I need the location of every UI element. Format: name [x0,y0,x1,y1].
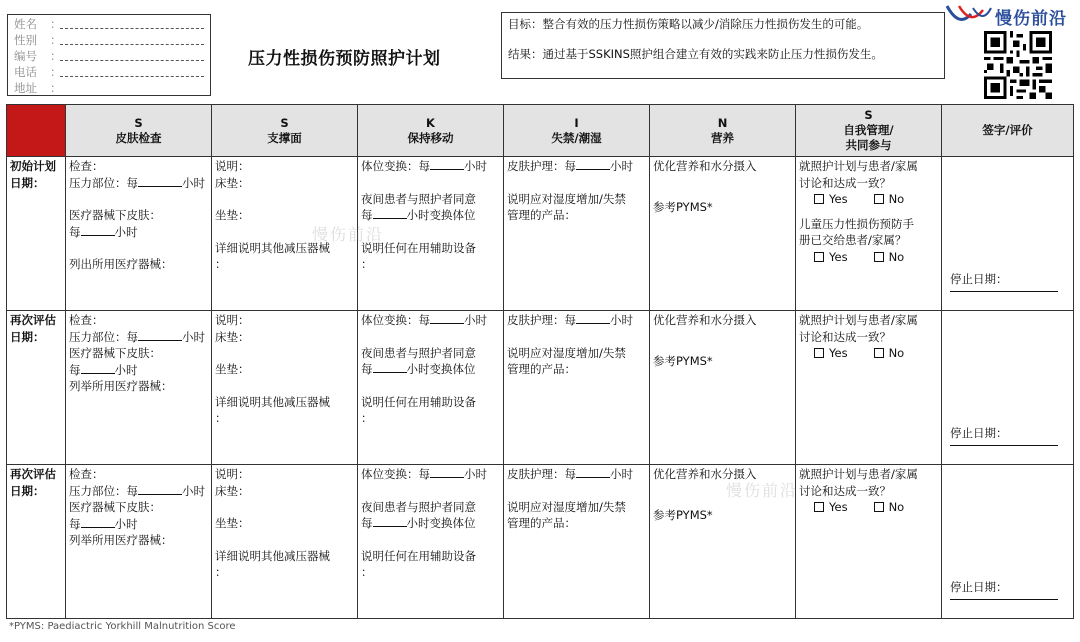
stop-date[interactable]: 停止日期： [950,579,1058,601]
yes-checkbox[interactable] [814,194,824,204]
header-skin: S 皮肤检查 [66,105,212,157]
patient-field-phone[interactable]: 电话 ： [14,64,204,80]
hours-blank[interactable] [576,158,610,170]
patient-field-gender[interactable]: 性别 ： [14,32,204,48]
row-label-cell: 再次评估 日期： [7,311,66,465]
incontinence-cell[interactable]: 皮肤护理：每 小时 说明应对湿度增加/失禁 管理的产品： [504,311,650,465]
name-input-line[interactable] [60,19,204,29]
row-label-cell: 初始计划 日期： [7,157,66,311]
hours-blank[interactable] [373,515,407,527]
hours-blank[interactable] [430,158,464,170]
header-support: S 支撑面 [212,105,358,157]
signature-cell[interactable] [942,157,1074,311]
goal-box [501,12,945,79]
logo-swoosh-icon [945,2,993,30]
document-title: 压力性损伤预防照护计划 [248,49,441,69]
hours-blank[interactable] [373,207,407,219]
footnote: *PYMS: Paediactric Yorkhill Malnutrition Score [9,621,236,632]
skin-check-cell[interactable]: 检查： 压力部位：每 小时 医疗器械下皮肤： 每 小时 列出所用医疗器械： [66,157,212,311]
header-signature: 签字/评价 [942,105,1074,157]
skin-check-cell[interactable]: 检查： 压力部位：每 小时 医疗器械下皮肤： 每 小时 列举所用医疗器械： [66,465,212,619]
self-management-cell[interactable]: 就照护计划与患者/家属 讨论和达成一致？ Yes No [796,311,942,465]
keep-moving-cell[interactable]: 体位变换：每 小时 夜间患者与照护者同意 每 小时变换体位 说明任何在用辅助设备 ： [358,465,504,619]
support-surface-cell[interactable]: 说明： 床垫： 坐垫： 详细说明其他减压器械 ： [212,465,358,619]
yes-checkbox[interactable] [814,252,824,262]
signature-cell[interactable] [942,465,1074,619]
phone-input-line[interactable] [60,67,204,77]
result-text: 结果：通过基于SSKINS照护组合建立有效的实践来防止压力性损伤发生。 [508,47,883,61]
hours-blank[interactable] [138,329,182,341]
yes-checkbox[interactable] [814,348,824,358]
header-self-management: S 自我管理/ 共同参与 [796,105,942,157]
hours-blank[interactable] [138,483,182,495]
watermark: 慢伤前沿 [726,481,799,500]
stop-date[interactable]: 停止日期： [950,271,1058,293]
nutrition-cell[interactable]: 优化营养和水分摄入 参考PYMS* [650,311,796,465]
patient-field-name[interactable]: 姓名 ： [14,16,204,32]
goal-text: 目标：整合有效的压力性损伤策略以减少/消除压力性损伤发生的可能。 [508,17,869,31]
skin-check-cell[interactable]: 检查： 压力部位：每 小时 医疗器械下皮肤： 每 小时 列举所用医疗器械： [66,311,212,465]
patient-field-address[interactable]: 地址 ： [14,81,62,95]
logo [945,2,1067,30]
incontinence-cell[interactable]: 皮肤护理：每 小时 说明应对湿度增加/失禁 管理的产品： [504,157,650,311]
hours-blank[interactable] [138,175,182,187]
stop-date[interactable]: 停止日期： [950,425,1058,447]
qr-code-icon [984,31,1052,99]
no-checkbox[interactable] [874,502,884,512]
logo-text: 慢伤前沿 [995,8,1067,29]
row-label-cell: 再次评估 日期： [7,465,66,619]
gender-input-line[interactable] [60,35,204,45]
signature-cell[interactable] [942,311,1074,465]
header-nutrition: N 营养 [650,105,796,157]
no-checkbox[interactable] [874,194,884,204]
id-input-line[interactable] [60,51,204,61]
hours-blank[interactable] [576,312,610,324]
support-surface-cell[interactable]: 说明： 床垫： 坐垫： 详细说明其他减压器械 ： [212,311,358,465]
hours-blank[interactable] [81,224,115,236]
hours-blank[interactable] [576,466,610,478]
no-checkbox[interactable] [874,252,884,262]
care-plan-table [6,104,1074,619]
hours-blank[interactable] [430,466,464,478]
header-corner [7,105,66,157]
self-management-cell[interactable]: 就照护计划与患者/家属 讨论和达成一致？ Yes No [796,465,942,619]
table-row [7,311,1074,465]
support-surface-cell[interactable]: 说明： 床垫： 坐垫： 详细说明其他减压器械 ： [212,157,358,311]
nutrition-cell[interactable]: 优化营养和水分摄入 参考PYMS* [650,157,796,311]
patient-info-box [7,14,211,96]
table-row [7,157,1074,311]
incontinence-cell[interactable]: 皮肤护理：每 小时 说明应对湿度增加/失禁 管理的产品： [504,465,650,619]
hours-blank[interactable] [81,516,115,528]
watermark: 慢伤前沿 [312,225,385,244]
keep-moving-cell[interactable]: 体位变换：每 小时 夜间患者与照护者同意 每 小时变换体位 说明任何在用辅助设备 ： [358,157,504,311]
yes-checkbox[interactable] [814,502,824,512]
nutrition-cell[interactable]: 优化营养和水分摄入 参考PYMS* [650,465,796,619]
table-row [7,465,1074,619]
patient-field-id[interactable]: 编号 ： [14,48,204,64]
header-incontinence: I 失禁/潮湿 [504,105,650,157]
hours-blank[interactable] [81,362,115,374]
header-keep-moving: K 保持移动 [358,105,504,157]
no-checkbox[interactable] [874,348,884,358]
self-management-cell[interactable]: 就照护计划与患者/家属 讨论和达成一致？ Yes No 儿童压力性损伤预防手 册已交给患者/家属？ Yes No [796,157,942,311]
hours-blank[interactable] [373,361,407,373]
hours-blank[interactable] [430,312,464,324]
header-row [7,105,1074,157]
keep-moving-cell[interactable]: 体位变换：每 小时 夜间患者与照护者同意 每 小时变换体位 说明任何在用辅助设备 ： [358,311,504,465]
